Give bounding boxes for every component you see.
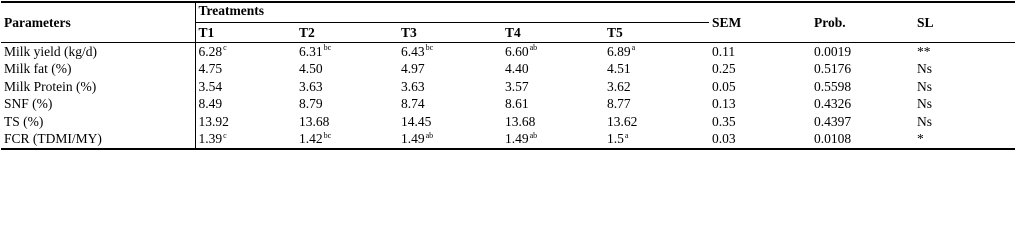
cell-prob: 0.4397 — [814, 113, 852, 129]
significance-superscript: c — [223, 43, 227, 53]
cell-t5 — [604, 113, 709, 131]
cell-value: 1.39 — [198, 131, 223, 147]
cell-t5 — [604, 96, 709, 114]
cell-value: 6.60 — [505, 43, 529, 59]
cell-t3 — [398, 78, 502, 96]
cell-value: 14.45 — [401, 113, 432, 129]
header-treatments: Treatments — [195, 2, 709, 23]
header-parameters: Parameters — [1, 2, 195, 43]
header-sem: SEM — [709, 2, 811, 43]
cell-value: 8.79 — [299, 96, 323, 112]
cell-prob: 0.4326 — [814, 96, 852, 112]
cell-value: 8.61 — [505, 96, 529, 112]
cell-t5 — [604, 131, 709, 150]
table-row — [1, 113, 1015, 131]
cell-t1 — [195, 78, 296, 96]
cell-value: 1.49 — [401, 131, 425, 147]
cell-value: 13.68 — [505, 113, 536, 129]
cell-t1 — [195, 61, 296, 79]
cell-t2 — [296, 113, 398, 131]
cell-t4 — [502, 96, 604, 114]
cell-value: 13.62 — [607, 113, 638, 129]
cell-value: 4.75 — [198, 61, 223, 77]
cell-value: 13.68 — [299, 113, 330, 129]
significance-superscript: bc — [425, 43, 434, 53]
cell-value: 1.42 — [299, 131, 323, 147]
cell-value: 1.5 — [607, 131, 624, 147]
row-parameter: TS (%) — [1, 113, 195, 131]
cell-sem: 0.05 — [712, 78, 736, 94]
cell-t2 — [296, 78, 398, 96]
cell-prob: 0.0108 — [811, 131, 914, 150]
cell-t4 — [502, 131, 604, 150]
cell-t3 — [398, 131, 502, 150]
cell-value: 3.63 — [299, 78, 323, 94]
cell-value: 3.62 — [607, 78, 631, 94]
table-header — [1, 2, 1015, 43]
significance-superscript: a — [624, 130, 629, 140]
table-row — [1, 131, 1015, 150]
row-parameter: FCR (TDMI/MY) — [1, 131, 195, 150]
header-treatment-t4: T4 — [502, 23, 604, 43]
cell-t3 — [398, 43, 502, 61]
header-treatment-t5: T5 — [604, 23, 709, 43]
cell-t2 — [296, 43, 398, 61]
cell-sl: ** — [917, 43, 931, 59]
cell-t1 — [195, 113, 296, 131]
cell-sl: * — [914, 131, 1015, 150]
significance-superscript: ab — [529, 130, 538, 140]
table-body — [1, 43, 1015, 150]
row-parameter: Milk Protein (%) — [1, 78, 195, 96]
cell-t4 — [502, 43, 604, 61]
cell-value: 4.50 — [299, 61, 323, 77]
cell-value: 8.49 — [198, 96, 223, 112]
cell-sl: Ns — [917, 78, 933, 94]
table-row — [1, 96, 1015, 114]
cell-t1 — [195, 43, 296, 61]
table-row — [1, 61, 1015, 79]
cell-value: 6.89 — [607, 43, 631, 59]
cell-t3 — [398, 113, 502, 131]
cell-sem: 0.03 — [709, 131, 811, 150]
cell-sl: Ns — [917, 96, 933, 112]
row-parameter: Milk fat (%) — [1, 61, 195, 79]
row-parameter: SNF (%) — [1, 96, 195, 114]
cell-t1 — [195, 131, 296, 150]
cell-prob: 0.0019 — [814, 43, 852, 59]
cell-value: 3.54 — [198, 78, 223, 94]
cell-t5 — [604, 43, 709, 61]
cell-t2 — [296, 131, 398, 150]
header-sl: SL — [914, 2, 1015, 43]
cell-sl: Ns — [917, 61, 933, 77]
cell-sl: Ns — [917, 113, 933, 129]
cell-sem: 0.13 — [712, 96, 736, 112]
significance-superscript: bc — [323, 130, 332, 140]
cell-value: 6.31 — [299, 43, 323, 59]
cell-value: 4.97 — [401, 61, 425, 77]
cell-prob: 0.5598 — [814, 78, 852, 94]
cell-t4 — [502, 113, 604, 131]
significance-superscript: ab — [529, 43, 538, 53]
cell-t2 — [296, 61, 398, 79]
cell-value: 3.63 — [401, 78, 425, 94]
cell-value: 6.28 — [198, 43, 223, 59]
cell-t2 — [296, 96, 398, 114]
cell-value: 8.77 — [607, 96, 631, 112]
cell-t1 — [195, 96, 296, 114]
cell-t3 — [398, 61, 502, 79]
cell-sem: 0.25 — [712, 61, 736, 77]
header-treatment-t1: T1 — [195, 23, 296, 43]
cell-value: 4.40 — [505, 61, 529, 77]
cell-t4 — [502, 78, 604, 96]
header-treatment-t3: T3 — [398, 23, 502, 43]
significance-superscript: ab — [425, 130, 434, 140]
row-parameter: Milk yield (kg/d) — [1, 43, 195, 61]
cell-value: 3.57 — [505, 78, 529, 94]
cell-t5 — [604, 61, 709, 79]
cell-value: 8.74 — [401, 96, 425, 112]
table-row — [1, 43, 1015, 61]
header-prob: Prob. — [811, 2, 914, 43]
significance-superscript: a — [631, 43, 636, 53]
results-table — [1, 1, 1015, 150]
cell-value: 13.92 — [198, 113, 229, 129]
cell-prob: 0.5176 — [814, 61, 852, 77]
cell-sem: 0.35 — [712, 113, 736, 129]
cell-value: 4.51 — [607, 61, 631, 77]
table-row — [1, 78, 1015, 96]
cell-t3 — [398, 96, 502, 114]
significance-superscript: bc — [323, 43, 332, 53]
significance-superscript: c — [223, 130, 227, 140]
cell-value: 6.43 — [401, 43, 425, 59]
cell-sem: 0.11 — [712, 43, 736, 59]
cell-value: 1.49 — [505, 131, 529, 147]
header-treatment-t2: T2 — [296, 23, 398, 43]
cell-t4 — [502, 61, 604, 79]
cell-t5 — [604, 78, 709, 96]
